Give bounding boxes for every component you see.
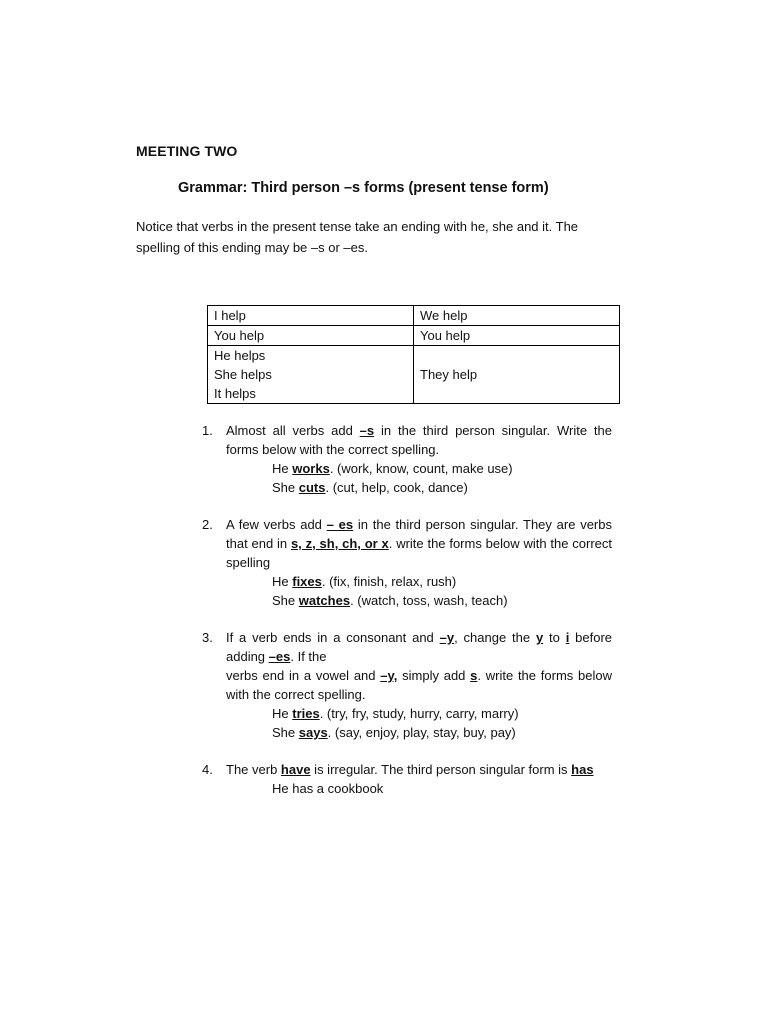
text-run: A few verbs add bbox=[226, 517, 327, 532]
text-run: If a verb ends in a consonant and bbox=[226, 630, 440, 645]
item-number: 3. bbox=[202, 630, 213, 645]
example-subject: She bbox=[272, 480, 299, 495]
item-number: 4. bbox=[202, 762, 213, 777]
item-text bbox=[226, 760, 612, 779]
text-run: verbs end in a vowel and bbox=[226, 668, 381, 683]
section-title: Grammar: Third person –s forms (present tense form) bbox=[178, 180, 549, 196]
example-subject: She bbox=[272, 725, 299, 740]
example-line bbox=[226, 591, 612, 610]
example-rest: . (fix, finish, relax, rush) bbox=[321, 574, 457, 589]
item-text bbox=[226, 666, 612, 704]
item-text bbox=[226, 421, 612, 459]
rules-list bbox=[200, 421, 612, 816]
text-run: . write the forms below with the correct spelling bbox=[226, 536, 612, 570]
underlined-term: –y bbox=[439, 630, 455, 645]
example-verb: fixes bbox=[292, 574, 322, 589]
text-run: . If the bbox=[290, 649, 327, 664]
example-rest: . (work, know, count, make use) bbox=[329, 461, 513, 476]
item-number: 1. bbox=[202, 423, 213, 438]
example-verb: tries bbox=[292, 706, 320, 721]
text-run: , change the bbox=[454, 630, 536, 645]
list-item bbox=[200, 760, 612, 798]
underlined-term: i bbox=[565, 630, 570, 645]
example-subject: He bbox=[272, 574, 293, 589]
table-cell: You help bbox=[208, 326, 414, 346]
example-line bbox=[226, 478, 612, 497]
table-cell: We help bbox=[414, 306, 620, 326]
cell-line: It helps bbox=[214, 386, 256, 401]
cell-line: He helps bbox=[214, 348, 266, 363]
meeting-title: MEETING TWO bbox=[136, 143, 238, 159]
list-item bbox=[200, 515, 612, 610]
underlined-term: s bbox=[470, 668, 478, 683]
example-verb: watches bbox=[298, 593, 351, 608]
text-run: . write the forms below with the correct spelling. bbox=[226, 668, 612, 702]
example-verb: cuts bbox=[298, 480, 326, 495]
table-cell: They help bbox=[414, 346, 620, 404]
underlined-term: y bbox=[535, 630, 544, 645]
text-run: before adding bbox=[226, 630, 613, 664]
text-run: The verb bbox=[226, 762, 281, 777]
intro-paragraph: Notice that verbs in the present tense take an ending with he, she and it. The spelling of this ending may be –s or –es. bbox=[136, 219, 579, 255]
example-line bbox=[226, 723, 612, 742]
example-line bbox=[226, 572, 612, 591]
example-rest: . (cut, help, cook, dance) bbox=[325, 480, 468, 495]
underlined-term: –y, bbox=[380, 668, 398, 683]
example-subject: He bbox=[272, 461, 293, 476]
list-item bbox=[200, 421, 612, 497]
text-run: to bbox=[543, 630, 566, 645]
text-run: simply add bbox=[397, 668, 471, 683]
conjugation-table bbox=[207, 305, 620, 404]
text-run: is irregular. The third person singular form is bbox=[310, 762, 572, 777]
underlined-term: –s bbox=[359, 423, 375, 438]
text-run: in the third person singular. Write the forms below with the correct spelling. bbox=[226, 423, 612, 457]
text-run: Almost all verbs add bbox=[226, 423, 360, 438]
table-cell bbox=[208, 346, 414, 404]
list-item bbox=[200, 628, 612, 742]
item-text bbox=[226, 628, 612, 666]
example-verb: says bbox=[298, 725, 328, 740]
example-subject: She bbox=[272, 593, 299, 608]
underlined-term: have bbox=[280, 762, 311, 777]
item-number: 2. bbox=[202, 517, 213, 532]
example-rest: . (say, enjoy, play, stay, buy, pay) bbox=[327, 725, 516, 740]
example-verb: works bbox=[292, 461, 330, 476]
example-rest: . (watch, toss, wash, teach) bbox=[350, 593, 508, 608]
table-row bbox=[208, 346, 620, 404]
item-text bbox=[226, 515, 612, 572]
example-line bbox=[226, 459, 612, 478]
underlined-term: – es bbox=[326, 517, 354, 532]
example-line: He has a cookbook bbox=[272, 781, 384, 796]
table-row bbox=[208, 326, 620, 346]
table-row bbox=[208, 306, 620, 326]
underlined-term: –es bbox=[268, 649, 291, 664]
cell-line: She helps bbox=[214, 367, 272, 382]
table-cell: You help bbox=[414, 326, 620, 346]
example-rest: . (try, fry, study, hurry, carry, marry) bbox=[319, 706, 519, 721]
text-run: in the third person singular. They are verbs that end in bbox=[226, 517, 612, 551]
example-subject: He bbox=[272, 706, 293, 721]
table-cell: I help bbox=[208, 306, 414, 326]
underlined-term: has bbox=[571, 762, 594, 777]
example-line bbox=[226, 704, 612, 723]
underlined-term: s, z, sh, ch, or x bbox=[290, 536, 389, 551]
